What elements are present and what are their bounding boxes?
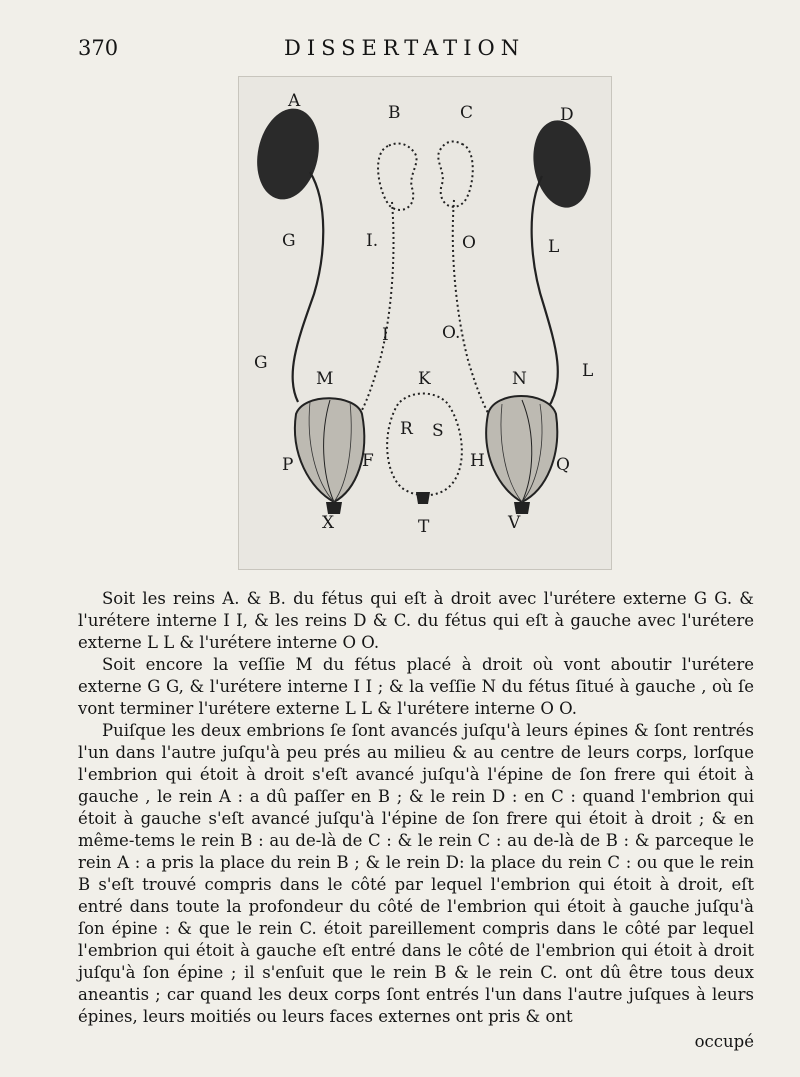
fig-label-i-lower: I	[382, 325, 389, 345]
fig-label-i-upper: I.	[366, 231, 379, 251]
paragraph-bladders: Soit encore la veſſie M du fétus placé à droit où vont aboutir l'urétere externe G G, & l'urétere interne I I ; & la veſſie N du fétus ſitué à gauche , où ſe vont terminer l'urétere externe L L & l'urétere interne O O.	[78, 655, 754, 718]
fig-label-b: B	[388, 103, 401, 123]
bladder-n-shape	[486, 396, 557, 514]
fig-label-g-upper: G	[282, 231, 296, 251]
bladder-m-shape	[295, 398, 364, 514]
fig-label-q: Q	[556, 455, 570, 475]
fig-label-o-lower: O.	[442, 323, 461, 343]
kidney-c-shape	[438, 142, 472, 207]
catchword: occupé	[694, 1032, 754, 1051]
fig-label-r: R	[400, 419, 413, 439]
fig-label-g-lower: G	[254, 353, 268, 373]
kidney-b-shape	[378, 144, 416, 210]
fig-label-c: C	[460, 103, 474, 123]
paragraph-argument: Puiſque les deux embrions ſe ſont avancés juſqu'à leurs épines & ſont rentrés l'un dans l'autre juſqu'à peu prés au milieu & au centre de leurs corps, lorſque l'embrion qui étoit à droit s'eſt avancé juſqu'à l'épine de ſon frere qui étoit à gauche , le rein A : a dû paſſer en B ; & le rein D : en C : quand l'embrion qui étoit à gauche s'eſt avancé juſqu'à l'épine de ſon frere qui étoit à droit ; & en même-tems le rein B : au de-là de C : & le rein C : au de-là de B : & parceque le rein A : a pris la place du rein B ; & le rein D: la place du rein C : ou que le rein B s'eſt trouvé compris dans le côté par lequel l'embrion qui étoit à droit, eſt entré dans toute la profondeur du côté de l'embrion qui étoit à gauche juſqu'à ſon épine : & que le rein C. étoit pareillement compris dans le côté par lequel l'embrion qui étoit à gauche eſt entré dans le côté de l'embrion qui étoit à droit juſqu'à ſon épine ; il s'enſuit que le rein B & le rein C. ont dû être tous deux aneantis ; car quand les deux corps ſont entrés l'un dans l'autre juſques à leurs épines, leurs moitiés ou leurs faces externes ont pris & ont	[78, 721, 754, 1026]
page-header	[78, 36, 758, 70]
fig-label-o-upper: O	[462, 233, 476, 253]
fig-label-d: D	[560, 105, 574, 125]
fig-label-n: N	[512, 369, 527, 389]
fig-label-v: V	[508, 513, 521, 533]
ureter-gg	[293, 172, 324, 402]
fig-label-l-lower: L	[582, 361, 594, 381]
fig-label-a: A	[288, 91, 301, 111]
ureter-ll	[532, 176, 558, 408]
fig-label-s: S	[432, 421, 444, 441]
fig-label-m: M	[316, 369, 334, 389]
fig-label-k: K	[418, 369, 431, 389]
fig-label-p: P	[282, 455, 294, 475]
kidney-a-shape	[249, 103, 327, 205]
fig-label-h: H	[470, 451, 485, 471]
fig-label-l-upper: L	[548, 237, 560, 257]
bladder-k-shape	[387, 394, 462, 505]
anatomical-figure	[230, 84, 610, 554]
running-title: DISSERTATION	[284, 36, 526, 60]
fig-label-t: T	[418, 517, 430, 537]
body-text	[78, 588, 754, 1028]
paragraph-kidneys: Soit les reins A. & B. du fétus qui eſt à droit avec l'urétere externe G G. & l'urétere interne I I, & les reins D & C. du fétus qui eſt à gauche avec l'urétere externe L L & l'urétere interne O O.	[78, 589, 754, 652]
fig-label-f: F	[362, 451, 374, 471]
kidney-d-shape	[527, 116, 597, 212]
page-number: 370	[78, 36, 119, 60]
fig-label-x: X	[322, 513, 335, 533]
